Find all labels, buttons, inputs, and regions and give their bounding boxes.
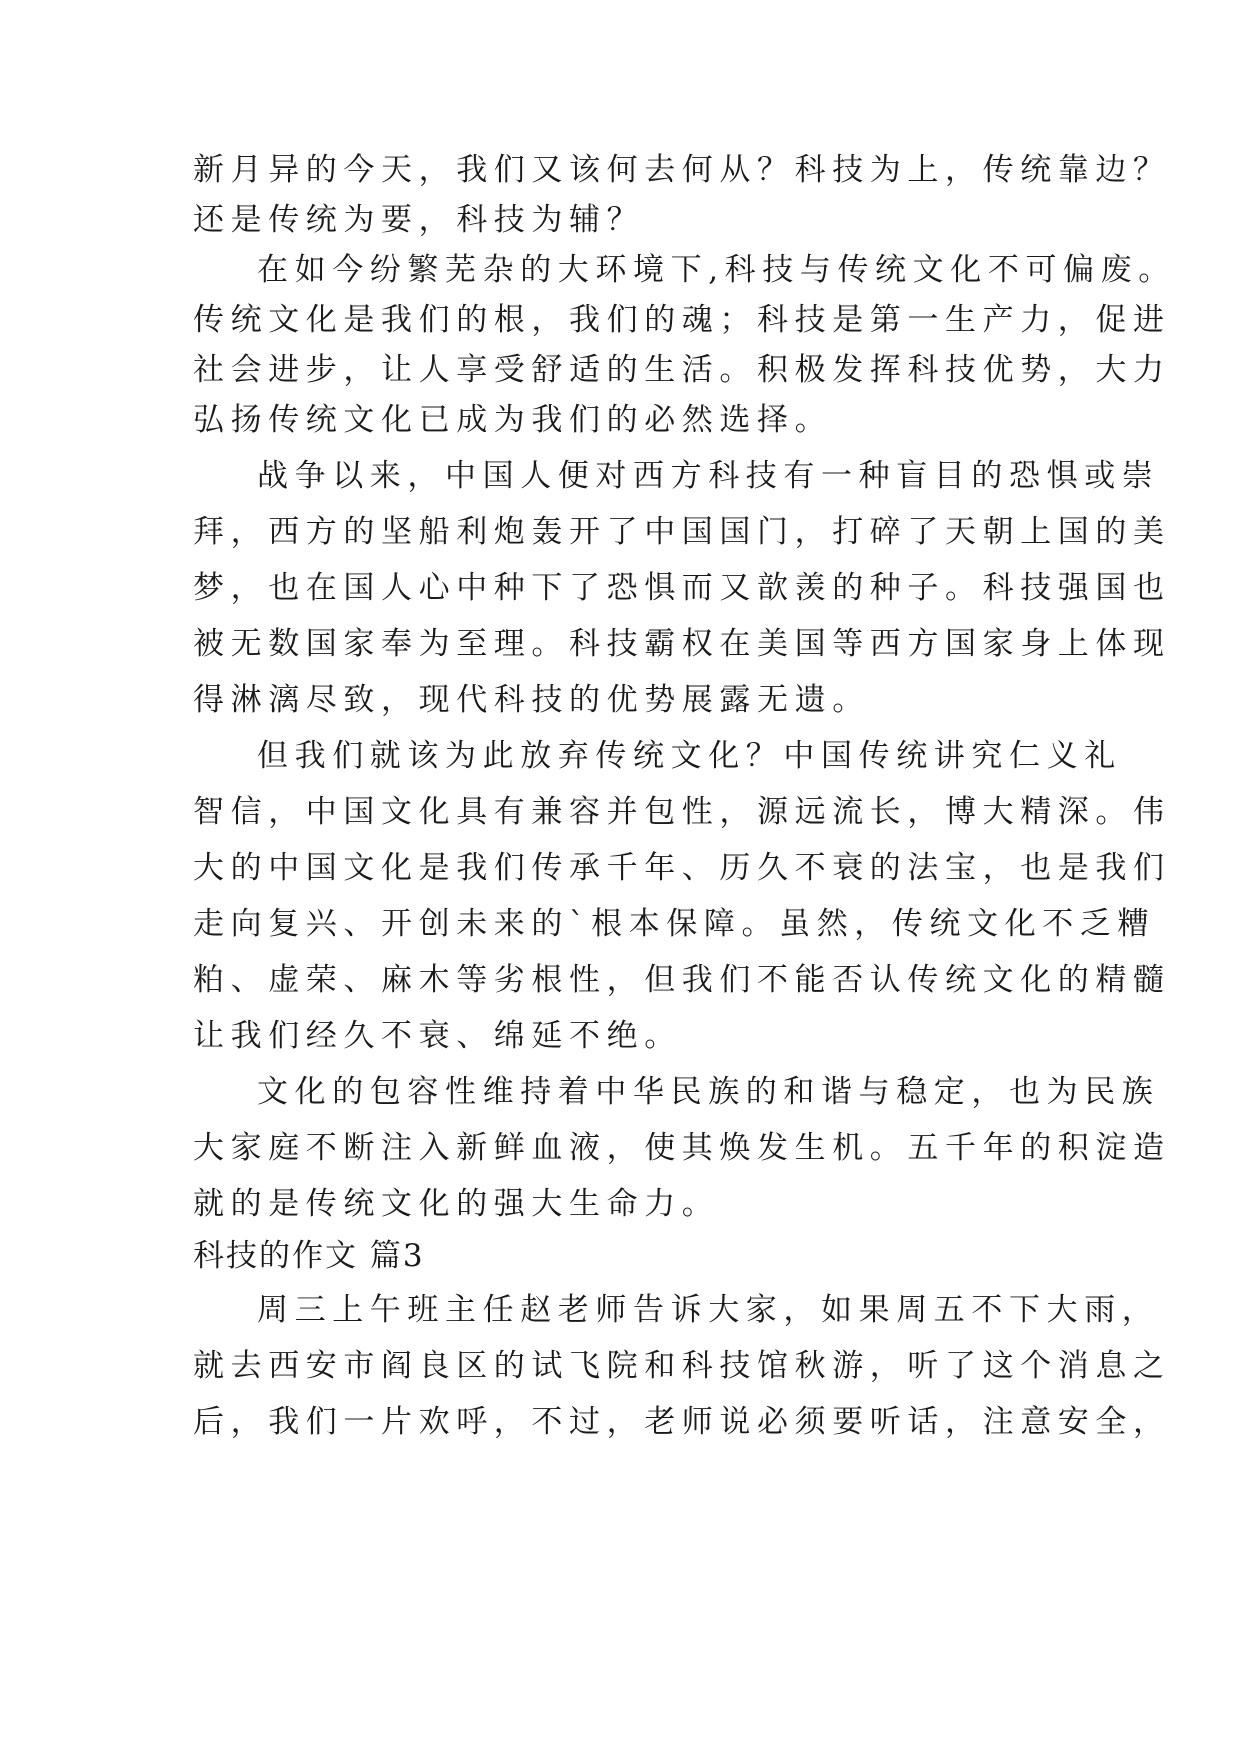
paragraph-first-line: 文化的包容性维持着中华民族的和谐与稳定，也为民族: [257, 1074, 1160, 1110]
paragraph-first-line: 战争以来，中国人便对西方科技有一种盲目的恐惧或崇: [257, 458, 1160, 494]
text-line: 后，我们一片欢呼，不过，老师说必须要听话，注意安全，: [193, 1404, 1171, 1440]
text-line: 梦，也在国人心中种下了恐惧而又歆羡的种子。科技强国也: [193, 570, 1171, 606]
text-line: 传统文化是我们的根，我们的魂；科技是第一生产力，促进: [193, 302, 1171, 338]
text-line: 得淋漓尽致，现代科技的优势展露无遗。: [193, 682, 870, 718]
text-line: 让我们经久不衰、绵延不绝。: [193, 1018, 682, 1054]
text-line: 走向复兴、开创未来的`根本保障。虽然，传统文化不乏糟: [193, 906, 1156, 942]
text-line: 拜，西方的坚船利炮轰开了中国国门，打碎了天朝上国的美: [193, 514, 1171, 550]
paragraph-first-line: 在如今纷繁芜杂的大环境下,科技与传统文化不可偏废。: [257, 252, 1176, 288]
paragraph-first-line: 周三上午班主任赵老师告诉大家，如果周五不下大雨，: [257, 1292, 1160, 1328]
text-line: 被无数国家奉为至理。科技霸权在美国等西方国家身上体现: [193, 626, 1171, 662]
text-line: 大的中国文化是我们传承千年、历久不衰的法宝，也是我们: [193, 850, 1171, 886]
text-line: 就去西安市阎良区的试飞院和科技馆秋游，听了这个消息之: [193, 1348, 1171, 1384]
text-line: 智信，中国文化具有兼容并包性，源远流长，博大精深。伟: [193, 794, 1171, 830]
text-line: 弘扬传统文化已成为我们的必然选择。: [193, 402, 833, 438]
text-line: 粕、虚荣、麻木等劣根性，但我们不能否认传统文化的精髓: [193, 962, 1171, 998]
text-line: 新月异的今天，我们又该何去何从？科技为上，传统靠边？: [193, 152, 1171, 188]
text-line: 社会进步，让人享受舒适的生活。积极发挥科技优势，大力: [193, 352, 1171, 388]
section-heading: 科技的作文 篇3: [193, 1238, 425, 1274]
text-line: 就的是传统文化的强大生命力。: [193, 1186, 720, 1222]
text-line: 还是传统为要，科技为辅？: [193, 202, 645, 238]
text-line: 大家庭不断注入新鲜血液，使其焕发生机。五千年的积淀造: [193, 1130, 1171, 1166]
paragraph-first-line: 但我们就该为此放弃传统文化？中国传统讲究仁义礼: [257, 738, 1122, 774]
